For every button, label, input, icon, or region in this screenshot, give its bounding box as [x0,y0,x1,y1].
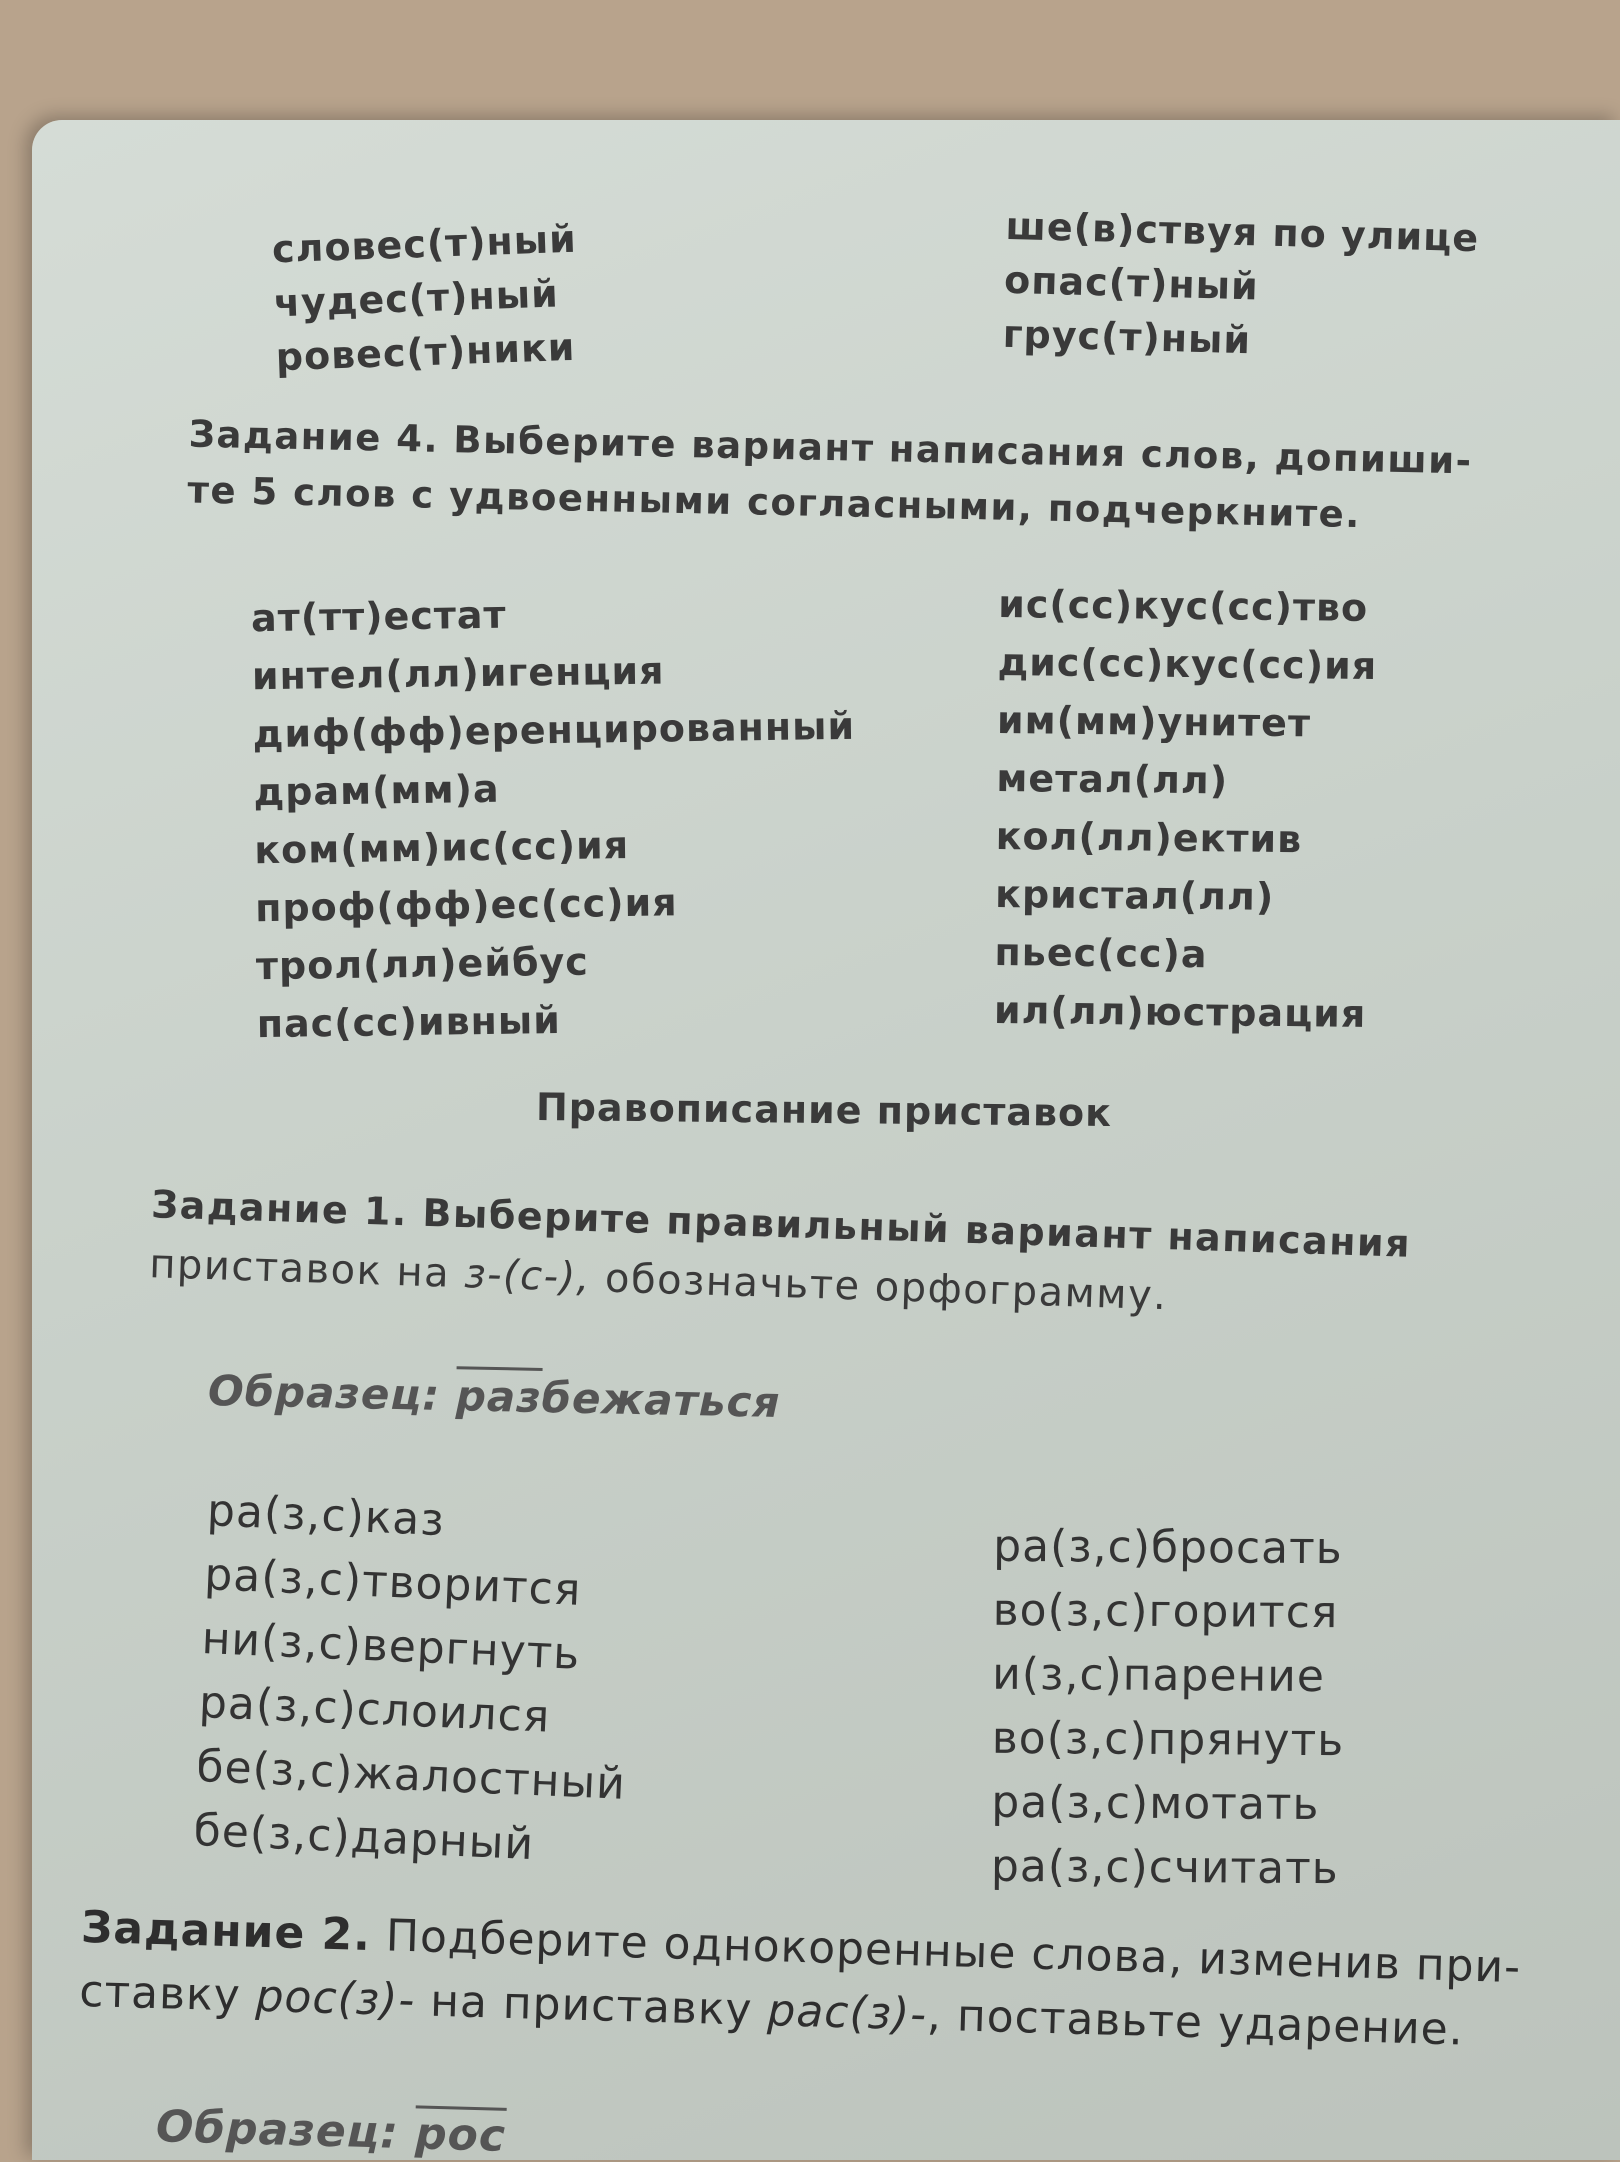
section-heading: Правописание приставок [535,1084,1113,1136]
word-item: им(мм)унитет [996,698,1312,746]
task2-text-line2a: ставку [78,1965,257,2022]
word-item: проф(фф)ес(сс)ия [254,880,678,931]
task1-text-line2b: обозначьте орфограмму. [590,1255,1169,1320]
word-item: драм(мм)а [253,766,500,815]
word-item: ше(в)ствуя по улице [1005,203,1480,261]
word-item: ра(з,с)каз [206,1485,446,1547]
task1-words-right [991,1521,1346,1907]
task1-text-line1: Выберите правильный вариант написания [407,1190,1412,1266]
task2-text-line2-italic1: рос(з)- [254,1970,416,2027]
word-item: интел(лл)игенция [251,648,665,699]
word-item: трол(лл)ейбус [255,939,590,989]
word-item: бе(з,с)жалостный [195,1740,627,1810]
task2-text-line2-italic2: рас(з)- [766,1985,928,2041]
task1-words-left [192,1485,637,1887]
word-item: ра(з,с)слоился [198,1677,552,1743]
word-item: ил(лл)юстрация [993,988,1367,1036]
task1-label: Задание 1. [150,1182,409,1235]
word-item: кол(лл)ектив [995,814,1303,862]
sample-label: Образец: [155,2101,400,2159]
word-item: ра(з,с)мотать [991,1776,1320,1831]
word-item: диф(фф)еренцированный [252,703,856,757]
top-words-left [271,217,581,390]
task1-text-line2a: приставок на [148,1241,466,1298]
word-item: ра(з,с)творится [203,1549,583,1616]
task4-text-line2: те 5 слов с удвоенными согласными, подчеркните. [187,468,1362,537]
task4-words-right [994,582,1378,1050]
word-item: и(з,с)парение [992,1648,1326,1703]
word-item: во(з,с)горится [992,1584,1339,1639]
word-item: ис(сс)кус(сс)тво [997,582,1369,630]
word-item: ра(з,с)считать [990,1840,1339,1895]
sample-word: рос [415,2105,507,2162]
word-item: во(з,с)прянуть [991,1712,1345,1767]
task4-label: Задание 4. [188,412,440,461]
word-item: пьес(сс)а [994,930,1208,977]
task2-text-line2b: на приставку [414,1975,769,2037]
sample-label: Образец: [207,1366,441,1420]
task2-sample [155,2101,506,2162]
word-item: дис(сс)кус(сс)ия [997,640,1378,688]
word-item: ат(тт)естат [250,592,507,641]
word-item: ровес(т)ники [275,324,577,380]
top-words-right [1002,204,1480,378]
word-item: метал(лл) [996,756,1229,803]
task2-text-line2c: , поставьте ударение. [926,1989,1465,2056]
word-item: грус(т)ный [1002,311,1252,363]
word-item: ком(мм)ис(сс)ия [254,822,630,873]
task1-text-line2-italic: з-(с-), [463,1251,592,1302]
sample-word-rest: бежаться [541,1373,781,1427]
word-item: ра(з,с)бросать [992,1520,1343,1575]
task2-text-line1: Подберите однокоренные слова, изменив при- [370,1910,1522,1994]
task4-text-line1: Выберите вариант написания слов, допиши- [438,417,1473,483]
task2-label: Задание 2. [80,1901,372,1961]
task4-words-left [251,588,860,1060]
word-item: ни(з,с)вергнуть [200,1613,582,1680]
sample-prefix: раз [455,1366,542,1422]
word-item: бе(з,с)дарный [192,1804,536,1871]
word-item: пас(сс)ивный [256,997,562,1047]
word-item: чудес(т)ный [273,271,560,326]
word-item: опас(т)ный [1003,257,1260,309]
word-item: кристал(лл) [994,872,1275,919]
word-item: словес(т)ный [271,216,578,272]
